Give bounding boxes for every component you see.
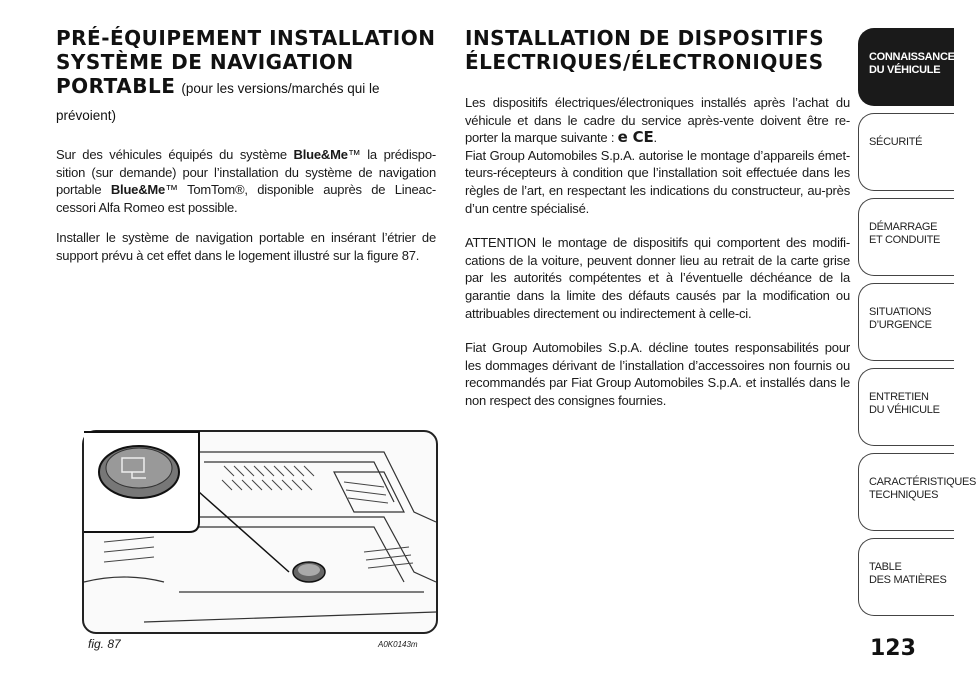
right-column	[465, 26, 850, 410]
tab-entretien-du-vehicule[interactable]: ENTRETIEN DU VÉHICULE	[858, 368, 954, 446]
left-title-subtitle: (pour les versions/marchés qui le prévoient)	[56, 81, 380, 123]
figure-label: fig. 87	[88, 637, 121, 651]
left-p1-text-a: Sur des véhicules équipés du système	[56, 147, 294, 162]
figure-code: A0K0143m	[378, 640, 418, 649]
tab-situations-d-urgence[interactable]: SITUATIONS D’URGENCE	[858, 283, 954, 361]
right-title-line-1: INSTALLATION DE DISPOSITIFS	[465, 26, 825, 50]
tab-caracteristiques-techniques[interactable]: CARACTÉRISTIQUES TECHNIQUES	[858, 453, 954, 531]
tab-table-des-matieres[interactable]: TABLE DES MATIÈRES	[858, 538, 954, 616]
left-p1-text-c: ™ TomTom®, disponible auprès de Lineac-cessori Alfa Romeo est possible.	[56, 182, 436, 215]
right-paragraph-3: ATTENTION le montage de dispositifs qui comportent des modifi-cations de la voiture, peuvent donner lieu au retrait de la carte grise par les autorités compétentes et à l’éventuelle déchéance de la garantie dans la limite des défauts causés par la modification ou attribuables directement ou indirectement à celle-ci.	[465, 235, 850, 321]
right-p1-end: .	[653, 130, 657, 146]
right-title-line-2: ÉLECTRIQUES/ÉLECTRONIQUES	[465, 50, 824, 74]
left-paragraph-2: Installer le système de navigation portable en insérant l’étrier de support prévu à cet effet dans le logement illustré sur la figure 87.	[56, 230, 436, 263]
right-p1-text: Les dispositifs électriques/électroniques installés après l’achat du véhicule et dans le cadre du service après-vente doivent être re-porter la marque suivante :	[465, 95, 850, 146]
right-section-title	[465, 26, 850, 74]
left-p1-text-b: ™ la prédispo-sition (sur demande) pour l’installation du système de navigation portable	[56, 147, 436, 198]
tab-connaissance-du-vehicule[interactable]: CONNAISSANCE DU VÉHICULE	[858, 28, 954, 106]
ce-mark: e CE	[617, 128, 654, 147]
figure-87-illustration	[82, 430, 438, 634]
right-paragraph-1	[465, 94, 850, 147]
page-number: 123	[870, 636, 916, 661]
brand-blue-me-2: Blue&Me	[110, 182, 166, 198]
dashboard-drawing	[84, 432, 436, 632]
right-paragraph-2: Fiat Group Automobiles S.p.A. autorise le montage d’appareils émet-teurs-récepteurs à condition que l’installation soit effectuée dans les règles de l’art, en respectant les indications du constructeur, au-près d’un centre spécialisé.	[465, 147, 850, 216]
brand-blue-me: Blue&Me	[293, 147, 348, 162]
left-title-line-2: SYSTÈME DE NAVIGATION	[56, 50, 354, 74]
left-column	[56, 26, 436, 265]
tab-demarrage-et-conduite[interactable]: DÉMARRAGE ET CONDUITE	[858, 198, 954, 276]
left-title-line-3: PORTABLE	[56, 74, 176, 98]
left-title-line-1: PRÉ-ÉQUIPEMENT INSTALLATION	[56, 26, 436, 50]
right-paragraph-4: Fiat Group Automobiles S.p.A. décline toutes responsabilités pour les dommages dérivant de l’installation d’accessoires non fournis ou recommandés par Fiat Group Automobiles S.p.A. et installés dans le non respect des consignes fournies.	[465, 340, 850, 408]
left-section-title	[56, 26, 436, 128]
left-paragraph-1	[56, 146, 436, 216]
chapter-tabs	[858, 28, 976, 623]
tab-securite[interactable]: SÉCURITÉ	[858, 113, 954, 191]
